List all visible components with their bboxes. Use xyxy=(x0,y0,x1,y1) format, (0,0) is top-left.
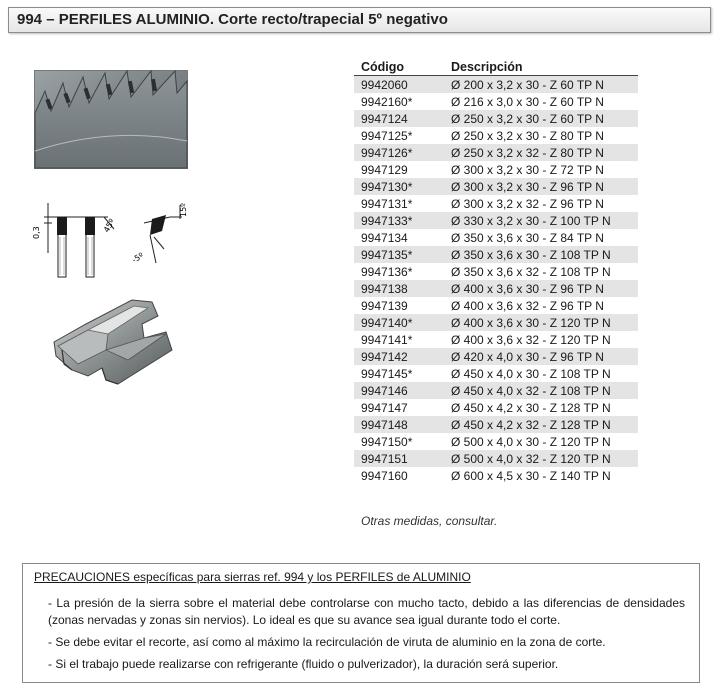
product-description-cell: Ø 300 x 3,2 x 32 - Z 96 TP N xyxy=(441,195,638,212)
product-code-cell: 9947129 xyxy=(354,161,441,178)
product-description-cell: Ø 500 x 4,0 x 32 - Z 120 TP N xyxy=(441,450,638,467)
table-body xyxy=(354,76,638,485)
precaution-item: - Si el trabajo puede realizarse con refrigerante (fluido o pulverizador), la duración será superior. xyxy=(48,657,559,671)
product-description-cell: Ø 250 x 3,2 x 30 - Z 80 TP N xyxy=(441,127,638,144)
table-row xyxy=(354,297,638,314)
title-bar xyxy=(8,7,711,33)
precautions-box xyxy=(22,563,700,683)
product-description-cell: Ø 600 x 4,5 x 30 - Z 140 TP N xyxy=(441,467,638,484)
product-code-cell: 9947139 xyxy=(354,297,441,314)
product-description-cell: Ø 350 x 3,6 x 32 - Z 108 TP N xyxy=(441,263,638,280)
product-code-cell: 9947140* xyxy=(354,314,441,331)
table-row xyxy=(354,382,638,399)
product-code-cell: 9947145* xyxy=(354,365,441,382)
table-row xyxy=(354,314,638,331)
product-code-cell: 9947133* xyxy=(354,212,441,229)
saw-blade-photo xyxy=(34,70,188,169)
product-description-cell: Ø 200 x 3,2 x 30 - Z 60 TP N xyxy=(441,76,638,94)
product-description-cell: Ø 400 x 3,6 x 32 - Z 96 TP N xyxy=(441,297,638,314)
product-code-cell: 9947130* xyxy=(354,178,441,195)
table-row xyxy=(354,331,638,348)
product-description-cell: Ø 350 x 3,6 x 30 - Z 84 TP N xyxy=(441,229,638,246)
table-row xyxy=(354,144,638,161)
table-row xyxy=(354,195,638,212)
product-description-cell: Ø 450 x 4,2 x 30 - Z 128 TP N xyxy=(441,399,638,416)
label-15: 15º xyxy=(179,203,188,217)
table-row xyxy=(354,365,638,382)
product-code-cell: 9947134 xyxy=(354,229,441,246)
product-description-cell: Ø 300 x 3,2 x 30 - Z 96 TP N xyxy=(441,178,638,195)
table-row xyxy=(354,246,638,263)
product-code-cell: 9947147 xyxy=(354,399,441,416)
product-description-cell: Ø 450 x 4,0 x 30 - Z 108 TP N xyxy=(441,365,638,382)
precaution-item: - La presión de la sierra sobre el material debe controlarse con mucho tacto, debido a las diferencias de densidades (zonas nervadas y zonas sin nervios). Lo ideal es que su avance sea igual durante todo el corte. xyxy=(48,596,685,627)
precautions-title: PRECAUCIONES específicas para sierras ref. 994 y los PERFILES de ALUMINIO xyxy=(34,570,471,584)
table-row xyxy=(354,110,638,127)
table-row xyxy=(354,348,638,365)
table-row xyxy=(354,229,638,246)
column-header-code: Código xyxy=(354,58,441,76)
table-row xyxy=(354,450,638,467)
table-row xyxy=(354,416,638,433)
product-description-cell: Ø 350 x 3,6 x 30 - Z 108 TP N xyxy=(441,246,638,263)
product-code-cell: 9947125* xyxy=(354,127,441,144)
product-code-cell: 9947151 xyxy=(354,450,441,467)
product-description-cell: Ø 330 x 3,2 x 30 - Z 100 TP N xyxy=(441,212,638,229)
label-neg5: -5º xyxy=(130,251,146,265)
product-description-cell: Ø 400 x 3,6 x 30 - Z 96 TP N xyxy=(441,280,638,297)
table-header-row xyxy=(354,58,638,76)
product-table xyxy=(354,58,638,484)
table-row xyxy=(354,178,638,195)
product-description-cell: Ø 420 x 4,0 x 30 - Z 96 TP N xyxy=(441,348,638,365)
product-code-cell: 9947135* xyxy=(354,246,441,263)
precaution-item: - Se debe evitar el recorte, así como al máximo la recirculación de viruta de aluminio en la zona de corte. xyxy=(48,635,606,649)
table-row xyxy=(354,161,638,178)
product-description-cell: Ø 300 x 3,2 x 30 - Z 72 TP N xyxy=(441,161,638,178)
tooth-geometry-diagram xyxy=(34,197,194,277)
product-code-cell: 9947124 xyxy=(354,110,441,127)
product-code-cell: 9947138 xyxy=(354,280,441,297)
table-row xyxy=(354,399,638,416)
table-note: Otras medidas, consultar. xyxy=(361,514,498,528)
table-row xyxy=(354,467,638,484)
aluminium-profile-illustration xyxy=(48,290,178,385)
product-description-cell: Ø 400 x 3,6 x 32 - Z 120 TP N xyxy=(441,331,638,348)
product-code-cell: 9947131* xyxy=(354,195,441,212)
table-row xyxy=(354,212,638,229)
product-description-cell: Ø 250 x 3,2 x 30 - Z 60 TP N xyxy=(441,110,638,127)
product-code-cell: 9947141* xyxy=(354,331,441,348)
column-header-description: Descripción xyxy=(441,58,638,76)
label-45: 45º xyxy=(101,217,117,234)
table-row xyxy=(354,263,638,280)
table-row xyxy=(354,280,638,297)
product-description-cell: Ø 450 x 4,2 x 32 - Z 128 TP N xyxy=(441,416,638,433)
product-code-cell: 9947136* xyxy=(354,263,441,280)
label-0-3: 0,3 xyxy=(32,226,41,239)
table-row xyxy=(354,93,638,110)
product-code-cell: 9947150* xyxy=(354,433,441,450)
page-title: 994 – PERFILES ALUMINIO. Corte recto/trapecial 5º negativo xyxy=(17,11,448,28)
product-code-cell: 9947148 xyxy=(354,416,441,433)
table-row xyxy=(354,127,638,144)
table-row xyxy=(354,433,638,450)
product-description-cell: Ø 250 x 3,2 x 32 - Z 80 TP N xyxy=(441,144,638,161)
table-row xyxy=(354,76,638,94)
product-description-cell: Ø 500 x 4,0 x 30 - Z 120 TP N xyxy=(441,433,638,450)
product-description-cell: Ø 450 x 4,0 x 32 - Z 108 TP N xyxy=(441,382,638,399)
product-code-cell: 9947160 xyxy=(354,467,441,484)
product-code-cell: 9947142 xyxy=(354,348,441,365)
product-description-cell: Ø 216 x 3,0 x 30 - Z 60 TP N xyxy=(441,93,638,110)
product-code-cell: 9947146 xyxy=(354,382,441,399)
product-description-cell: Ø 400 x 3,6 x 30 - Z 120 TP N xyxy=(441,314,638,331)
product-code-cell: 9947126* xyxy=(354,144,441,161)
product-code-cell: 9942060 xyxy=(354,76,441,94)
product-code-cell: 9942160* xyxy=(354,93,441,110)
